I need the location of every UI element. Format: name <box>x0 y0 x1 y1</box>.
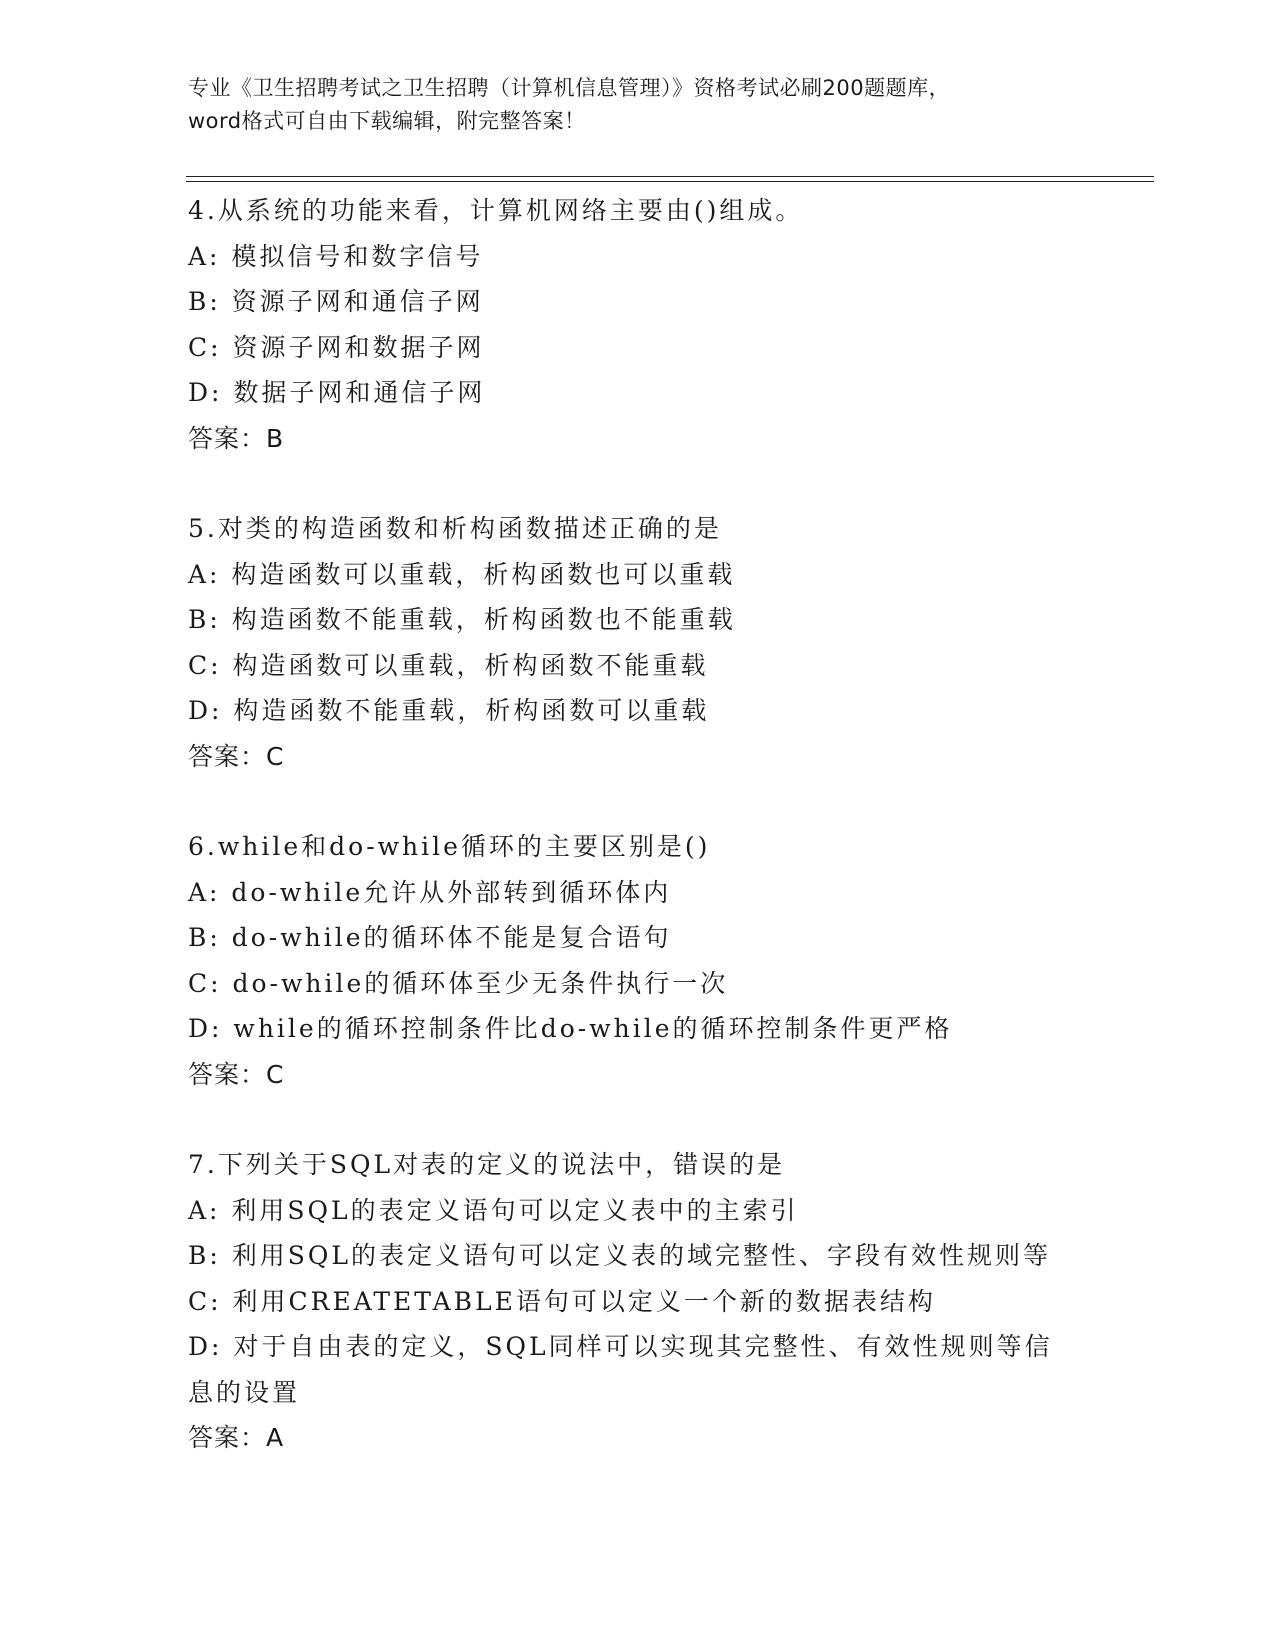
header-line-2: word格式可自由下载编辑，附完整答案！ <box>188 109 586 133</box>
option-b: B: 构造函数不能重载，析构函数也不能重载 <box>188 605 736 634</box>
option-a: A: 构造函数可以重载，析构函数也可以重载 <box>188 559 736 589</box>
option-c: C: 利用CREATETABLE语句可以定义一个新的数据表结构 <box>188 1286 936 1316</box>
option-a: A: 利用SQL的表定义语句可以定义表中的主索引 <box>188 1195 799 1225</box>
document-header <box>188 72 1088 138</box>
question-stem: 4.从系统的功能来看，计算机网络主要由()组成。 <box>188 196 804 225</box>
header-divider-top <box>186 176 1154 177</box>
question-6 <box>188 824 1088 1097</box>
answer-label: 答案：C <box>188 741 285 771</box>
header-divider-bottom <box>186 181 1154 182</box>
option-c: C: 资源子网和数据子网 <box>188 332 485 362</box>
option-b: B: 资源子网和通信子网 <box>188 287 484 316</box>
answer-label: 答案：B <box>188 423 285 453</box>
option-d: D: 构造函数不能重载，析构函数可以重载 <box>188 696 710 725</box>
answer-label: 答案：A <box>188 1423 285 1452</box>
question-7 <box>188 1142 1088 1461</box>
option-d: D: 对于自由表的定义，SQL同样可以实现其完整性、有效性规则等信 <box>188 1332 1053 1361</box>
option-d: D: while的循环控制条件比do-while的循环控制条件更严格 <box>188 1014 953 1043</box>
option-b: B: 利用SQL的表定义语句可以定义表的域完整性、字段有效性规则等 <box>188 1241 1051 1270</box>
option-b: B: do-while的循环体不能是复合语句 <box>188 923 672 952</box>
option-d: D: 数据子网和通信子网 <box>188 378 486 407</box>
option-c: C: do-while的循环体至少无条件执行一次 <box>188 968 729 998</box>
option-a: A: do-while允许从外部转到循环体内 <box>188 877 672 907</box>
option-c: C: 构造函数可以重载，析构函数不能重载 <box>188 650 709 680</box>
header-line-1: 专业《卫生招聘考试之卫生招聘（计算机信息管理）》资格考试必刷200题题库， <box>188 76 951 100</box>
question-5 <box>188 506 1088 779</box>
question-stem: 7.下列关于SQL对表的定义的说法中，错误的是 <box>188 1150 786 1179</box>
question-stem: 5.对类的构造函数和析构函数描述正确的是 <box>188 514 722 543</box>
answer-label: 答案：C <box>188 1059 285 1089</box>
question-list <box>188 188 1088 1506</box>
question-4 <box>188 188 1088 461</box>
question-stem: 6.while和do-while循环的主要区别是() <box>188 832 711 861</box>
option-d-continued: 息的设置 <box>188 1377 301 1407</box>
option-a: A: 模拟信号和数字信号 <box>188 241 484 271</box>
